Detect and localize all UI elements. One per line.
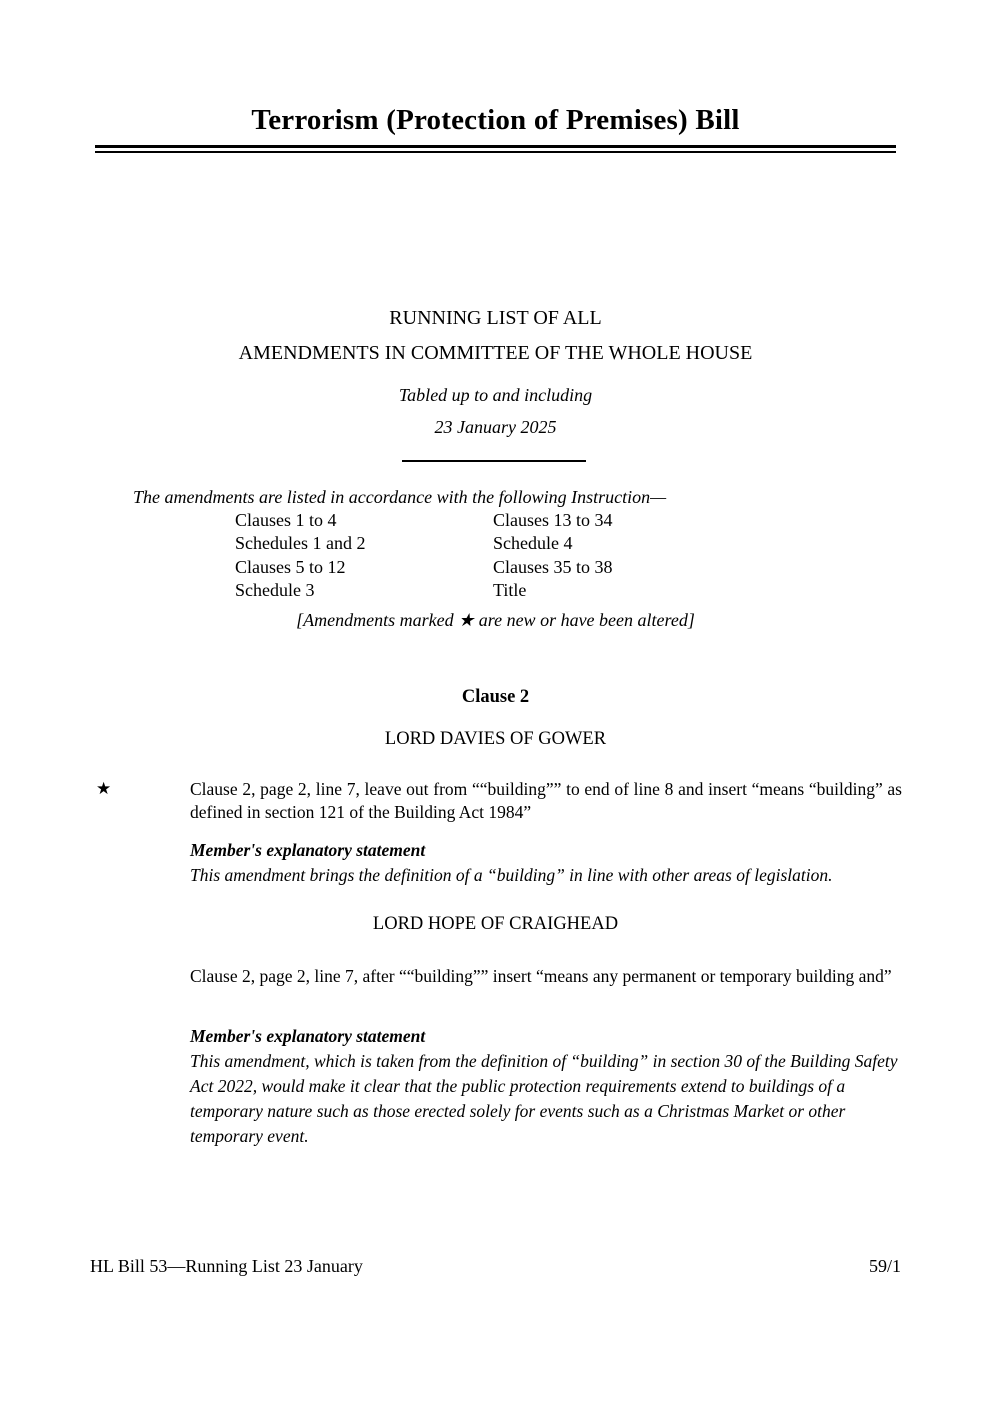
footer-bill-reference: HL Bill 53—Running List 23 January (90, 1256, 363, 1276)
amendment-instruction-text: Clause 2, page 2, line 7, after ““building”” insert “means any permanent or temporary building and” (190, 966, 892, 986)
separator-rule (402, 460, 586, 462)
sponsor-name: LORD HOPE OF CRAIGHEAD (372, 914, 619, 934)
clause-heading: Clause 2 (461, 687, 530, 707)
marked-note: [Amendments marked ★ are new or have been altered] (296, 610, 695, 630)
explanatory-statement-text: This amendment brings the definition of a “building” in line with other areas of legislation. (190, 865, 833, 885)
instruction-column-2 (493, 509, 613, 603)
committee-heading: AMENDMENTS IN COMMITTEE OF THE WHOLE HOUSE (238, 342, 753, 364)
tabled-date: 23 January 2025 (434, 417, 557, 437)
instruction-item: Schedules 1 and 2 (235, 533, 366, 554)
amendment-instruction-text: Clause 2, page 2, line 7, leave out from ““building”” to end of line 8 and insert “means “building” as defined in section 121 of the Building Act 1984” (190, 779, 902, 822)
sponsor-name: LORD DAVIES OF GOWER (384, 729, 607, 749)
instruction-item: Clauses 13 to 34 (493, 510, 613, 530)
instruction-item: Clauses 5 to 12 (235, 556, 346, 577)
footer-page-number: 59/1 (868, 1256, 901, 1276)
new-amendment-star-icon: ★ (96, 779, 112, 798)
instruction-item: Schedule 3 (235, 580, 315, 601)
instruction-intro: The amendments are listed in accordance with the following Instruction— (133, 487, 667, 507)
explanatory-statement-label: Member's explanatory statement (190, 840, 426, 860)
instruction-item: Title (493, 580, 527, 601)
running-list-heading: RUNNING LIST OF ALL (389, 307, 602, 329)
page-footer (90, 1256, 901, 1277)
explanatory-statement-label: Member's explanatory statement (190, 1026, 426, 1046)
bill-title: Terrorism (Protection of Premises) Bill (251, 104, 740, 136)
instruction-item: Clauses 1 to 4 (235, 510, 337, 530)
explanatory-statement-text: This amendment, which is taken from the definition of “building” in section 30 of the Building Safety Act 2022, would make it clear that the public protection requirements extend to buildings of a temporary nature such as those erected solely for events such as a Christmas Market or other temporary event. (190, 1051, 898, 1146)
instruction-item: Clauses 35 to 38 (493, 556, 613, 577)
instruction-item: Schedule 4 (493, 533, 573, 554)
tabled-caption: Tabled up to and including (398, 385, 593, 405)
title-double-rule (95, 145, 896, 153)
instruction-column-1 (235, 509, 365, 603)
